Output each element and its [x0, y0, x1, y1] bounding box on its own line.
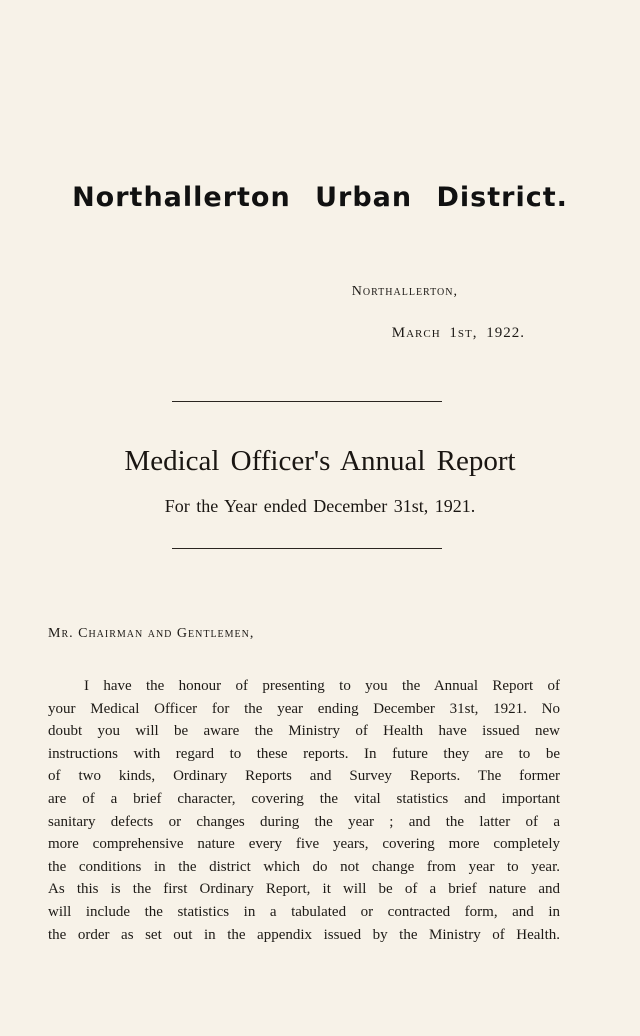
body-line: As this is the first Ordinary Report, it will be of a brief nature and: [48, 881, 560, 898]
body-line: your Medical Officer for the year ending December 31st, 1921. No: [48, 700, 560, 717]
body-line: of two kinds, Ordinary Reports and Survey Reports. The former: [48, 768, 560, 785]
body-line: instructions with regard to these reports. In future they are to be: [48, 745, 560, 762]
letter-body: [48, 675, 560, 946]
divider-rule-bottom: [172, 548, 442, 549]
body-line: are of a brief character, covering the vital statistics and important: [48, 790, 560, 807]
body-line: doubt you will be aware the Ministry of Health have issued new: [48, 723, 560, 740]
body-line: the order as set out in the appendix issued by the Ministry of Health.: [48, 926, 560, 943]
body-line: will include the statistics in a tabulated or contracted form, and in: [48, 903, 560, 920]
report-title: Medical Officer's Annual Report: [124, 445, 516, 477]
salutation: Mr. Chairman and Gentlemen,: [48, 626, 255, 641]
divider-rule-top: [172, 401, 442, 402]
body-line: the conditions in the district which do not change from year to year.: [48, 858, 560, 875]
body-line: I have the honour of presenting to you the Annual Report of: [84, 678, 560, 694]
body-line: sanitary defects or changes during the year ; and the latter of a: [48, 813, 560, 830]
place-line: Northallerton,: [351, 284, 458, 299]
report-subtitle: For the Year ended December 31st, 1921.: [164, 496, 476, 516]
document-heading: Northallerton Urban District.: [72, 182, 568, 213]
body-line: more comprehensive nature every five years, covering more completely: [48, 836, 560, 853]
date-line: March 1st, 1922.: [391, 325, 525, 341]
